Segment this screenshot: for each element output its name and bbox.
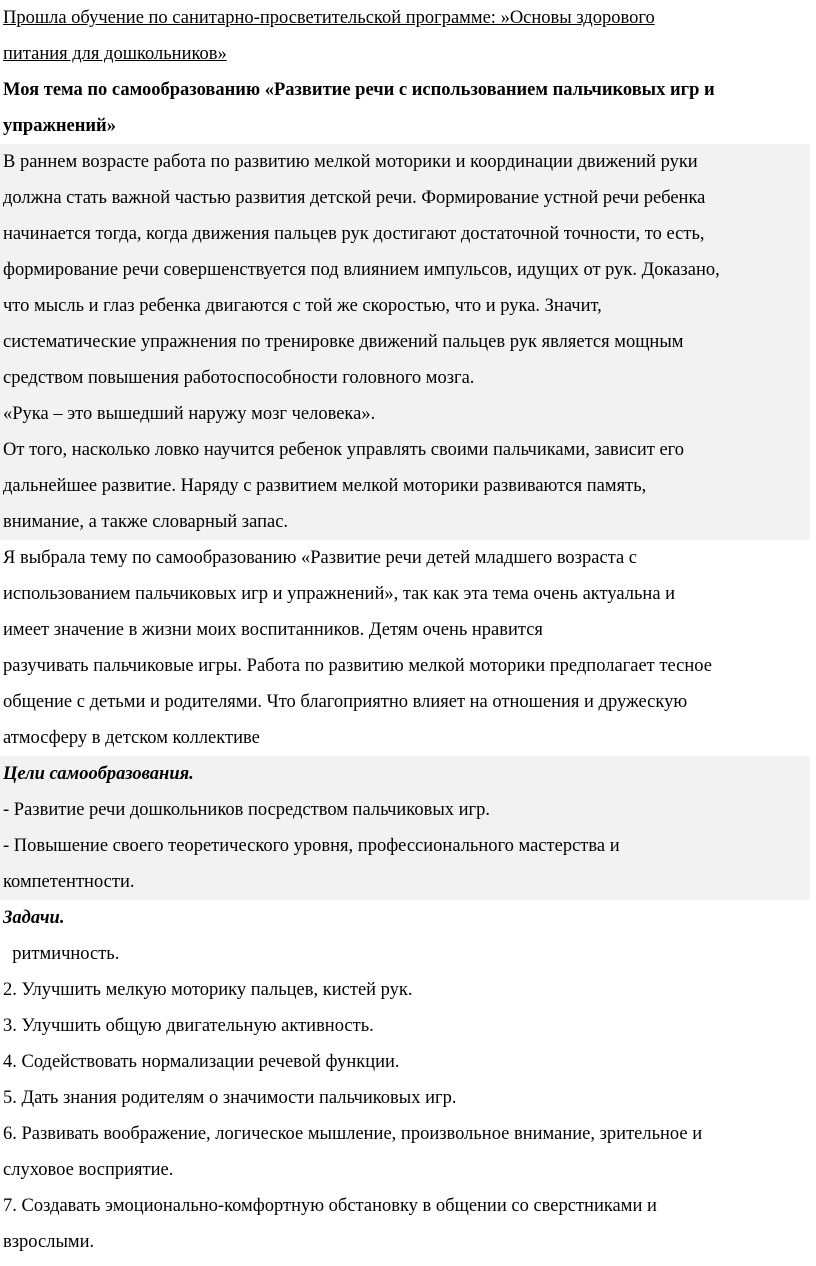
task-item: 5. Дать знания родителям о значимости пальчиковых игр. — [3, 1088, 457, 1108]
task-item: 4. Содействовать нормализации речевой функции. — [3, 1052, 400, 1072]
text-line: От того, насколько ловко научится ребенок управлять своими пальчиками, зависит его — [3, 440, 685, 460]
topic-line: упражнений» — [3, 116, 116, 136]
text-line: атмосферу в детском коллективе — [3, 728, 260, 748]
text-line: В раннем возрасте работа по развитию мелкой моторики и координации движений руки — [3, 152, 698, 172]
text-line: начинается тогда, когда движения пальцев рук достигают достаточной точности, то есть, — [3, 224, 705, 244]
goal-item: - Развитие речи дошкольников посредством пальчиковых игр. — [3, 800, 490, 820]
intro-line: Прошла обучение по санитарно-просветительской программе: »Основы здорового — [3, 8, 655, 28]
task-item: ритмичность. — [3, 944, 120, 964]
quote-line: «Рука – это вышедший наружу мозг человека». — [3, 404, 376, 424]
text-line: формирование речи совершенствуется под влиянием импульсов, идущих от рук. Доказано, — [3, 260, 720, 280]
goals-section — [0, 756, 810, 900]
text-line: Я выбрала тему по самообразованию «Развитие речи детей младшего возраста с — [3, 548, 638, 568]
text-line: имеет значение в жизни моих воспитанников. Детям очень нравится — [3, 620, 543, 640]
text-line: внимание, а также словарный запас. — [3, 512, 289, 532]
text-line: средством повышения работоспособности головного мозга. — [3, 368, 475, 388]
tasks-section — [0, 900, 810, 1260]
goals-heading: Цели самообразования. — [3, 764, 194, 784]
intro-line: питания для дошкольников» — [3, 44, 227, 64]
text-line: должна стать важной частью развития детской речи. Формирование устной речи ребенка — [3, 188, 706, 208]
task-item: 3. Улучшить общую двигательную активность. — [3, 1016, 374, 1036]
paragraph-topic-choice — [0, 540, 810, 756]
text-line: дальнейшее развитие. Наряду с развитием мелкой моторики развиваются память, — [3, 476, 647, 496]
task-item: 6. Развивать воображение, логическое мышление, произвольное внимание, зрительное и — [3, 1124, 703, 1144]
text-line: разучивать пальчиковые игры. Работа по развитию мелкой моторики предполагает тесное — [3, 656, 712, 676]
tasks-heading: Задачи. — [3, 908, 65, 928]
goal-item: компетентности. — [3, 872, 135, 892]
goal-item: - Повышение своего теоретического уровня, профессионального мастерства и — [3, 836, 620, 856]
task-item: 7. Создавать эмоционально-комфортную обстановку в общении со сверстниками и — [3, 1196, 657, 1216]
task-item: взрослыми. — [3, 1232, 95, 1252]
task-item: слуховое восприятие. — [3, 1160, 174, 1180]
intro-paragraph — [0, 0, 810, 72]
text-line: что мысль и глаз ребенка двигаются с той же скоростью, что и рука. Значит, — [3, 296, 602, 316]
topic-line: Моя тема по самообразованию «Развитие речи с использованием пальчиковых игр и — [3, 80, 715, 100]
text-line: общение с детьми и родителями. Что благоприятно влияет на отношения и дружескую — [3, 692, 688, 712]
task-item: 2. Улучшить мелкую моторику пальцев, кистей рук. — [3, 980, 413, 1000]
topic-heading — [0, 72, 810, 144]
text-line: использованием пальчиковых игр и упражнений», так как эта тема очень актуальна и — [3, 584, 676, 604]
paragraph-fine-motor — [0, 144, 810, 540]
text-line: систематические упражнения по тренировке движений пальцев рук является мощным — [3, 332, 684, 352]
